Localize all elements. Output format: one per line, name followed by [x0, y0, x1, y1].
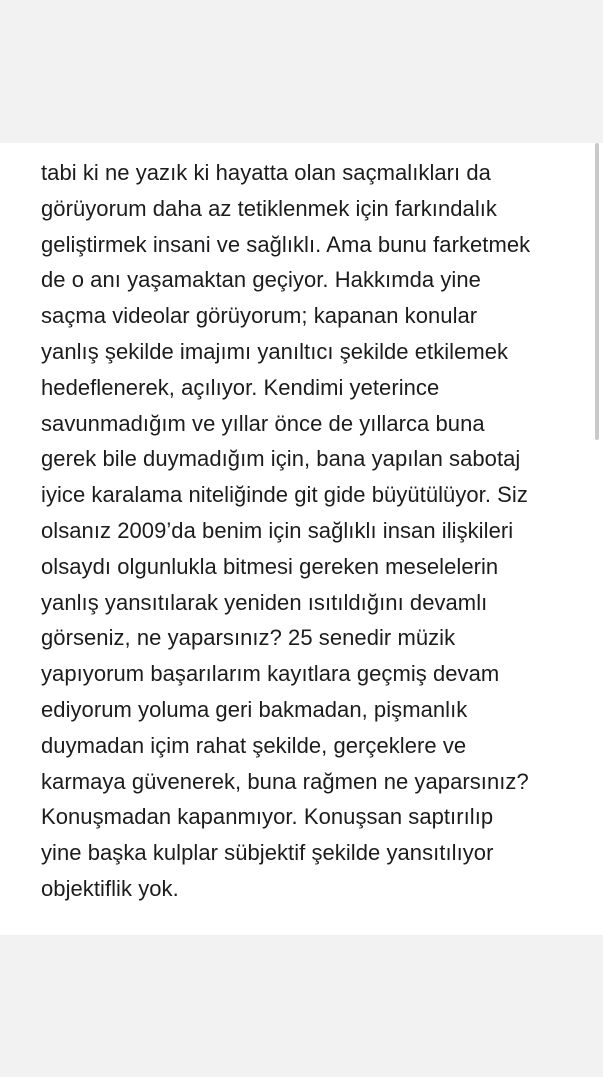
text-line: geliştirmek insani ve sağlıklı. Ama bunu farketmek	[41, 231, 531, 257]
text-line: karmaya güvenerek, buna rağmen ne yaparsınız?	[41, 768, 529, 794]
top-blank-area	[0, 0, 603, 143]
text-line: olsaydı olgunlukla bitmesi gereken meselelerin	[41, 553, 499, 579]
text-line: hedeflenerek, açılıyor. Kendimi yeterince	[41, 374, 440, 400]
note-text[interactable]	[41, 155, 581, 907]
text-line: iyice karalama niteliğinde git gide büyütülüyor. Siz	[41, 482, 528, 508]
text-line: objektiflik yok.	[41, 875, 179, 901]
bottom-blank-area	[0, 935, 603, 1077]
text-line: ediyorum yoluma geri bakmadan, pişmanlık	[41, 696, 468, 722]
text-line: yanlış yansıtılarak yeniden ısıtıldığını devamlı	[41, 589, 488, 615]
text-line: savunmadığım ve yıllar önce de yıllarca buna	[41, 410, 485, 436]
text-line: Konuşmadan kapanmıyor. Konuşsan saptırılıp	[41, 804, 494, 830]
text-line: görüyorum daha az tetiklenmek için farkındalık	[41, 195, 497, 221]
text-line: yapıyorum başarılarım kayıtlara geçmiş devam	[41, 661, 500, 687]
text-line: tabi ki ne yazık ki hayatta olan saçmalıkları da	[41, 160, 491, 185]
text-line: de o anı yaşamaktan geçiyor. Hakkımda yine	[41, 267, 481, 293]
text-line: duymadan içim rahat şekilde, gerçeklere ve	[41, 732, 467, 758]
text-line: saçma videolar görüyorum; kapanan konular	[41, 303, 478, 329]
text-line: görseniz, ne yaparsınız? 25 senedir müzik	[41, 625, 456, 651]
text-line: olsanız 2009’da benim için sağlıklı insan ilişkileri	[41, 517, 514, 543]
text-line: gerek bile duymadığım için, bana yapılan sabotaj	[41, 446, 521, 472]
text-line: yanlış şekilde imajımı yanıltıcı şekilde etkilemek	[41, 338, 509, 364]
vertical-scrollbar[interactable]	[595, 143, 599, 440]
text-line: yine başka kulplar sübjektif şekilde yansıtılıyor	[41, 840, 494, 866]
